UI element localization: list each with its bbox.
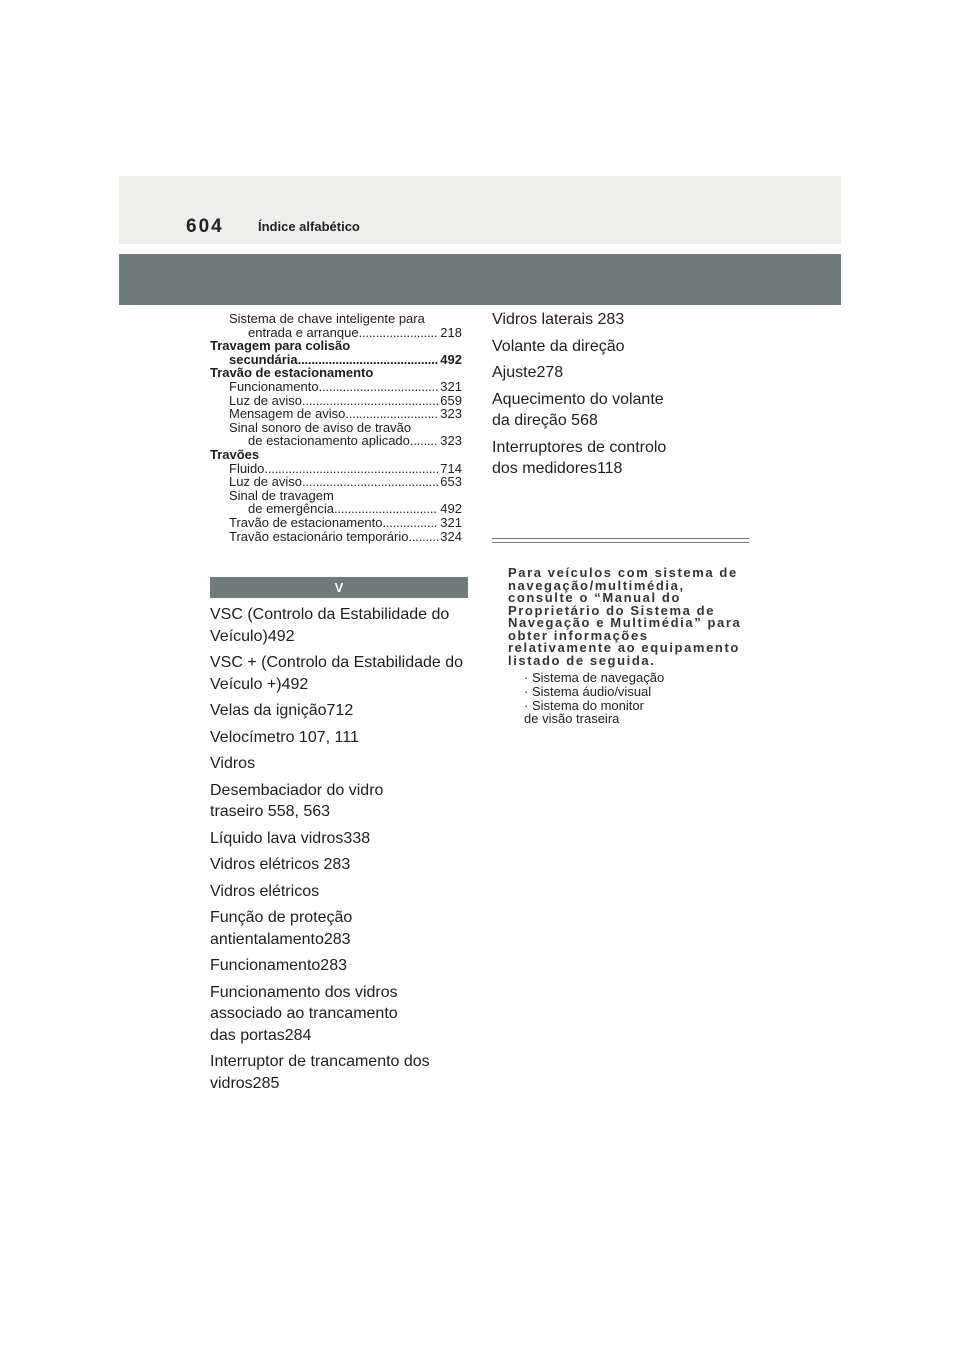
index-page-number: 659: [440, 392, 462, 408]
note-title: Para veículos com sistema de navegação/multimédia, consulte o “Manual do Proprietário do Sistema de Navegação e Multimédia” para obter informações relativamente ao equipamento listado de seguida.: [508, 565, 742, 668]
dot-leader: [302, 394, 438, 408]
index-entry: Função de proteção antientalamento283: [210, 909, 353, 948]
index-entry: VSC (Controlo da Estabilidade do Veículo)492: [210, 606, 450, 645]
section-title: Índice alfabético: [258, 219, 360, 234]
index-entry-text: Travão de estacionamento: [229, 514, 383, 530]
index-entry: [210, 339, 462, 353]
index-entry-text: secundária: [229, 351, 298, 367]
index-page-number: 321: [440, 378, 462, 394]
index-entry: [210, 421, 462, 435]
page-number: 604: [186, 216, 224, 237]
navigation-note: [508, 567, 754, 726]
note-item: · Sistema áudio/visual: [524, 683, 652, 699]
index-entry: Ajuste278: [492, 364, 564, 381]
index-entry-text: Sistema de chave inteligente para: [229, 311, 425, 326]
dot-leader: [334, 502, 438, 516]
index-entry: [210, 448, 462, 462]
index-entry: Vidros elétricos: [210, 882, 320, 900]
index-entry: Vidros laterais 283: [492, 311, 625, 328]
index-page-number: 321: [440, 514, 462, 530]
dot-leader: [264, 462, 438, 476]
index-page-number: 653: [440, 474, 462, 490]
index-entry-text: Sinal sonoro de aviso de travão: [229, 419, 412, 435]
index-entry: Velas da ignição712: [210, 702, 354, 719]
dot-leader: [359, 326, 439, 340]
index-entry: [210, 462, 462, 476]
index-page-number: 324: [440, 528, 462, 544]
dot-leader: [319, 380, 439, 394]
note-item: · Sistema do monitor de visão traseira: [524, 697, 644, 727]
index-entry: VSC + (Controlo da Estabilidade do Veículo +)492: [210, 654, 464, 693]
index-entry: [210, 407, 462, 421]
index-entry-text: Travão estacionário temporário: [229, 528, 409, 544]
index-page-number: 492: [440, 351, 462, 367]
note-item: · Sistema de navegação: [524, 670, 665, 685]
index-entry-text: Fluido: [229, 460, 265, 476]
dot-leader: [302, 475, 438, 489]
index-entry-text: Sinal de travagem: [229, 487, 334, 503]
index-entry: Desembaciador do vidro traseiro 558, 563: [210, 781, 384, 820]
index-entry: Interruptor de trancamento dos vidros285: [210, 1053, 430, 1092]
note-list: [508, 671, 754, 726]
header-band: [119, 254, 841, 305]
index-entry: Funcionamento dos vidros associado ao trancamento das portas284: [210, 983, 398, 1044]
divider: [492, 538, 749, 543]
index-page-number: 323: [440, 406, 462, 422]
dot-leader: [345, 407, 438, 421]
index-entry-text: Funcionamento: [229, 378, 319, 394]
index-entry-text: Travões: [210, 446, 260, 462]
letter-heading: V: [210, 577, 468, 598]
index-entry-text: entrada e arranque: [248, 324, 359, 340]
index-entry: [210, 394, 462, 408]
index-entry: Aquecimento do volante da direção 568: [492, 390, 664, 429]
index-page-number: 714: [440, 460, 462, 476]
index-entry-text: Travão de estacionamento: [210, 365, 374, 381]
index-entry-text: de emergência: [248, 501, 334, 517]
dot-leader: [410, 434, 438, 448]
index-entry: Funcionamento283: [210, 957, 347, 974]
index-entries-right: [492, 309, 752, 485]
header-bar: [119, 176, 841, 244]
index-entry: Vidros: [210, 755, 256, 772]
index-entry-text: de estacionamento aplicado: [248, 433, 410, 449]
index-entry: Vidros elétricos 283: [210, 856, 351, 873]
index-page-number: 492: [440, 501, 462, 517]
index-entry: [210, 326, 462, 340]
index-entry: [210, 366, 462, 380]
dot-leader: [408, 530, 438, 544]
index-entry: [210, 475, 462, 489]
index-entry: [210, 353, 462, 367]
index-entry: [210, 516, 462, 530]
index-entry-text: Mensagem de aviso: [229, 406, 346, 422]
dot-leader: [382, 516, 438, 530]
index-entry: Líquido lava vidros338: [210, 829, 371, 847]
index-entry: [210, 502, 462, 516]
dot-leader: [298, 353, 439, 367]
index-entry: [210, 530, 462, 544]
index-entry: Velocímetro 107, 111: [210, 728, 359, 746]
index-entry: [210, 489, 462, 503]
index-entry-text: Luz de aviso: [229, 474, 302, 490]
index-entry-text: Luz de aviso: [229, 392, 302, 408]
index-entry: [210, 380, 462, 394]
index-entry: [210, 434, 462, 448]
index-entry: [210, 312, 462, 326]
index-entry-text: Travagem para colisão: [210, 338, 351, 354]
index-entry: Interruptores de controlo dos medidores118: [492, 438, 667, 477]
index-entries-left: [210, 604, 480, 1099]
index-page-number: 218: [440, 324, 462, 340]
index-entry: Volante da direção: [492, 337, 625, 355]
index-column-left: [210, 312, 462, 543]
index-page-number: 323: [440, 433, 462, 449]
